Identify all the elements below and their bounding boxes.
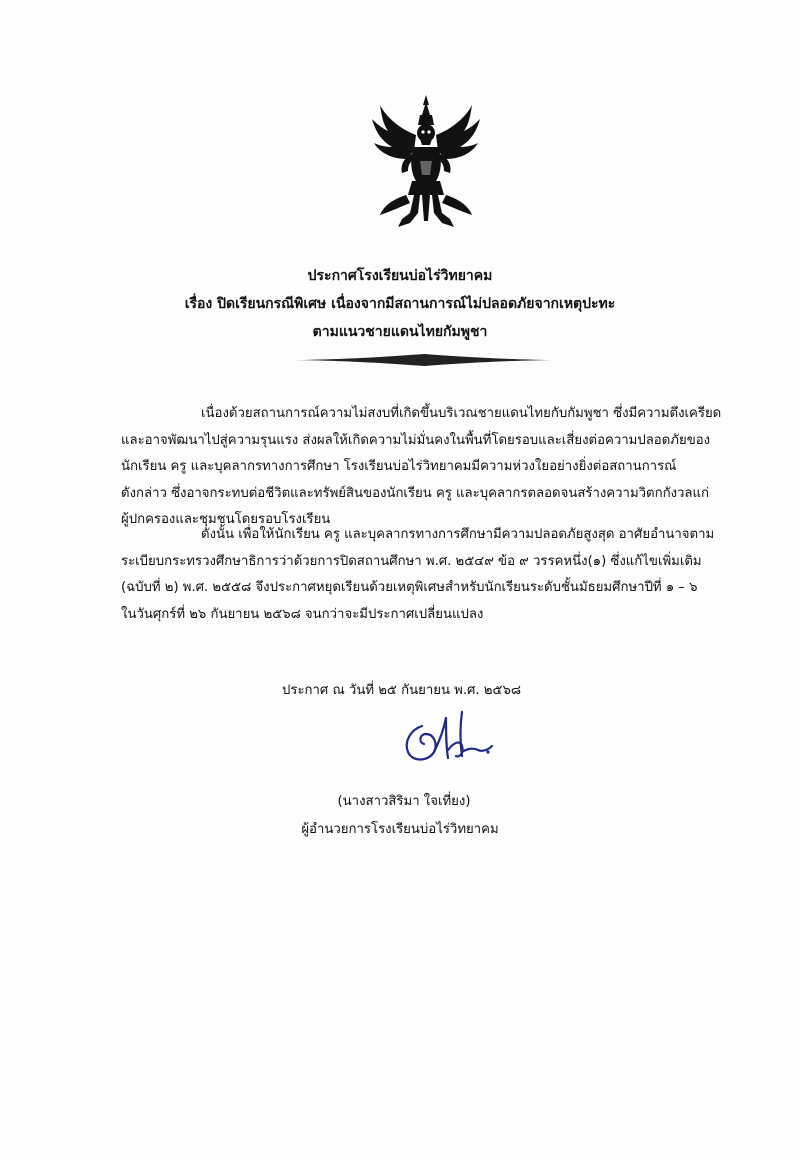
body-paragraph-2 [121,522,727,628]
paragraph-line: ในวันศุกร์ที่ ๒๖ กันยายน ๒๕๖๘ จนกว่าจะมีประกาศเปลี่ยนแปลง [121,606,484,622]
paragraph-line: ดังนั้น เพื่อให้นักเรียน ครู และบุคลากรทางการศึกษามีความปลอดภัยสูงสุด อาศัยอำนาจตาม [201,527,715,542]
signer-block [0,788,800,844]
paragraph-line: เนื่องด้วยสถานการณ์ความไม่สงบที่เกิดขึ้นบริเวณชายแดนไทยกับกัมพูชา ซึ่งมีความตึงเครียด [201,406,722,421]
body-paragraph-1 [121,401,727,534]
announcement-date: ประกาศ ณ วันที่ ๒๕ กันยายน พ.ศ. ๒๕๖๘ [282,683,522,698]
paragraph-line: และอาจพัฒนาไปสู่ความรุนแรง ส่งผลให้เกิดความไม่มั่นคงในพื้นที่โดยรอบและเสี่ยงต่อความปลอดภัยของ [121,432,711,448]
signer-position: ผู้อำนวยการโรงเรียนบ่อไร่วิทยาคม [301,822,499,837]
paragraph-line: ผู้ปกครองและชุมชนโดยรอบโรงเรียน [121,512,331,527]
title-line-2: เรื่อง ปิดเรียนกรณีพิเศษ เนื่องจากมีสถานการณ์ไม่ปลอดภัยจากเหตุปะทะ [184,296,616,312]
title-line-1: ประกาศโรงเรียนบ่อไร่วิทยาคม [307,268,493,284]
announcement-title [0,262,800,346]
garuda-emblem-icon [370,95,482,230]
handwritten-signature [400,706,496,768]
paragraph-line: (ฉบับที่ ๒) พ.ศ. ๒๕๕๘ จึงประกาศหยุดเรียนด้วยเหตุพิเศษสำหรับนักเรียนระดับชั้นมัธยมศึกษาปีที่ ๑ – ๖ [121,580,698,595]
signer-name: (นางสาวสิริมา ใจเที่ยง) [337,794,471,809]
paragraph-line: ดังกล่าว ซึ่งอาจกระทบต่อชีวิตและทรัพย์สินของนักเรียน ครู และบุคลากรตลอดจนสร้างความวิตกกังวลแก่ [121,485,709,501]
paragraph-line: นักเรียน ครู และบุคลากรทางการศึกษา โรงเรียนบ่อไร่วิทยาคมมีความห่วงใยอย่างยิ่งต่อสถานการณ์ [121,459,677,474]
title-line-3: ตามแนวชายแดนไทยกัมพูชา [312,324,488,340]
ornamental-divider [296,353,552,367]
paragraph-line: ระเบียบกระทรวงศึกษาธิการว่าด้วยการปิดสถานศึกษา พ.ศ. ๒๕๔๙ ข้อ ๙ วรรคหนึ่ง(๑) ซึ่งแก้ไขเพิ่มเติม [121,553,702,569]
